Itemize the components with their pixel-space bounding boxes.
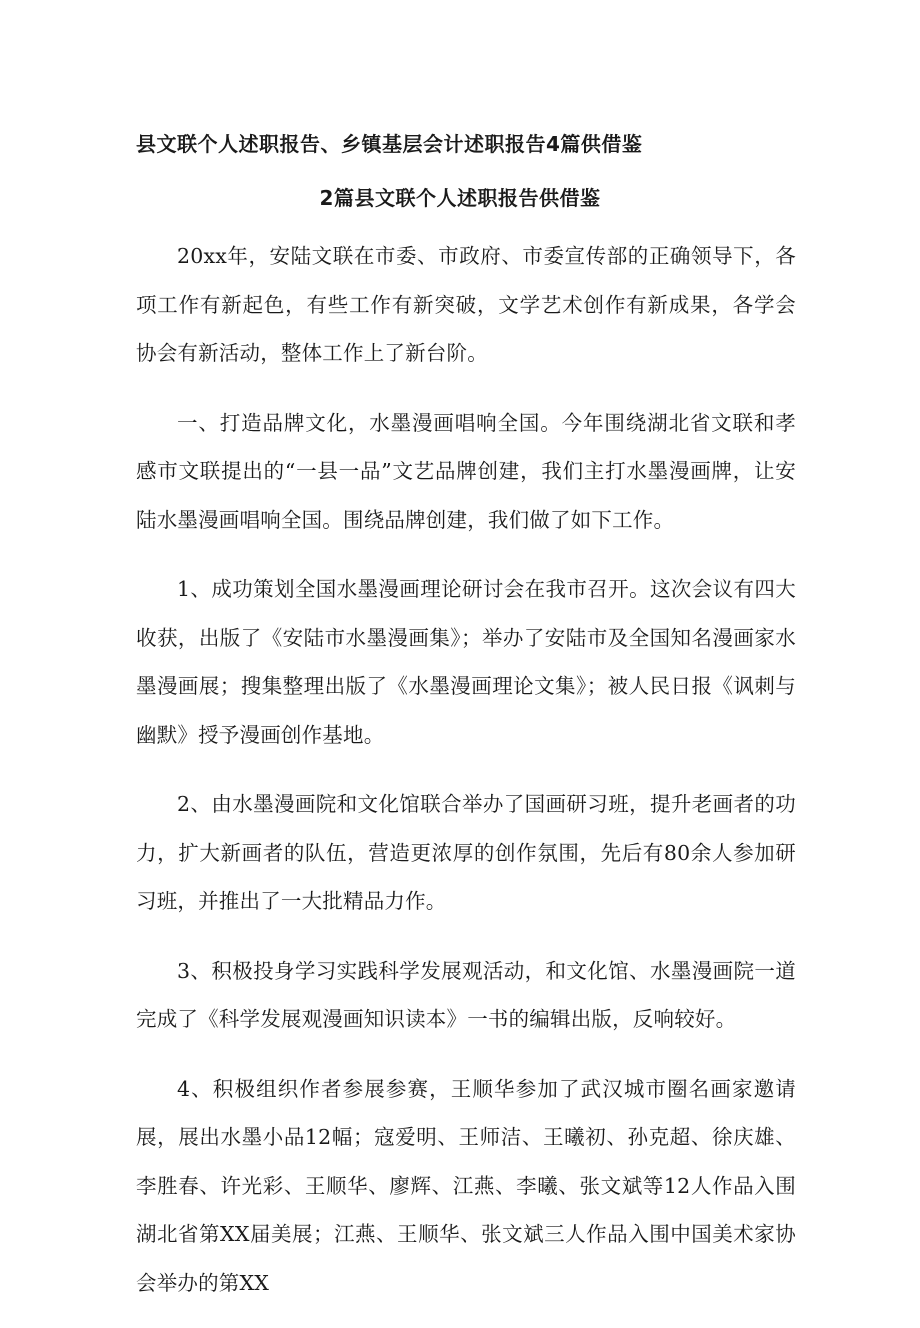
document-body [136,232,796,1328]
paragraph: 3、积极投身学习实践科学发展观活动，和文化馆、水墨漫画院一道完成了《科学发展观漫画知识读本》一书的编辑出版，反响较好。 [136,958,796,1031]
paragraph: 2、由水墨漫画院和文化馆联合举办了国画研习班，提升老画者的功力，扩大新画者的队伍，营造更浓厚的创作氛围，先后有80余人参加研习班，并推出了一大批精品力作。 [136,792,796,913]
paragraph: 20xx年，安陆文联在市委、市政府、市委宣传部的正确领导下，各项工作有新起色，有些工作有新突破，文学艺术创作有新成果，各学会协会有新活动，整体工作上了新台阶。 [136,244,796,365]
paragraph: 1、成功策划全国水墨漫画理论研讨会在我市召开。这次会议有四大收获，出版了《安陆市水墨漫画集》；举办了安陆市及全国知名漫画家水墨漫画展；搜集整理出版了《水墨漫画理论文集》；被人民日报《讽刺与幽默》授予漫画创作基地。 [136,577,796,747]
paragraph: 一、打造品牌文化，水墨漫画唱响全国。今年围绕湖北省文联和孝感市文联提出的“一县一品”文艺品牌创建，我们主打水墨漫画牌，让安陆水墨漫画唱响全国。围绕品牌创建，我们做了如下工作。 [136,410,796,532]
paragraph: 4、积极组织作者参展参赛，王顺华参加了武汉城市圈名画家邀请展，展出水墨小品12幅；寇爱明、王师洁、王曦初、孙克超、徐庆雄、李胜春、许光彩、王顺华、廖辉、江燕、李曦、张文斌等12人作品入围湖北省第XX届美展；江燕、王顺华、张文斌三人作品入围中国美术家协会举办的第XX [136,1076,796,1295]
document-title: 县文联个人述职报告、乡镇基层会计述职报告4篇供借鉴 [136,132,643,156]
document-subtitle: 2篇县文联个人述职报告供借鉴 [319,186,601,210]
